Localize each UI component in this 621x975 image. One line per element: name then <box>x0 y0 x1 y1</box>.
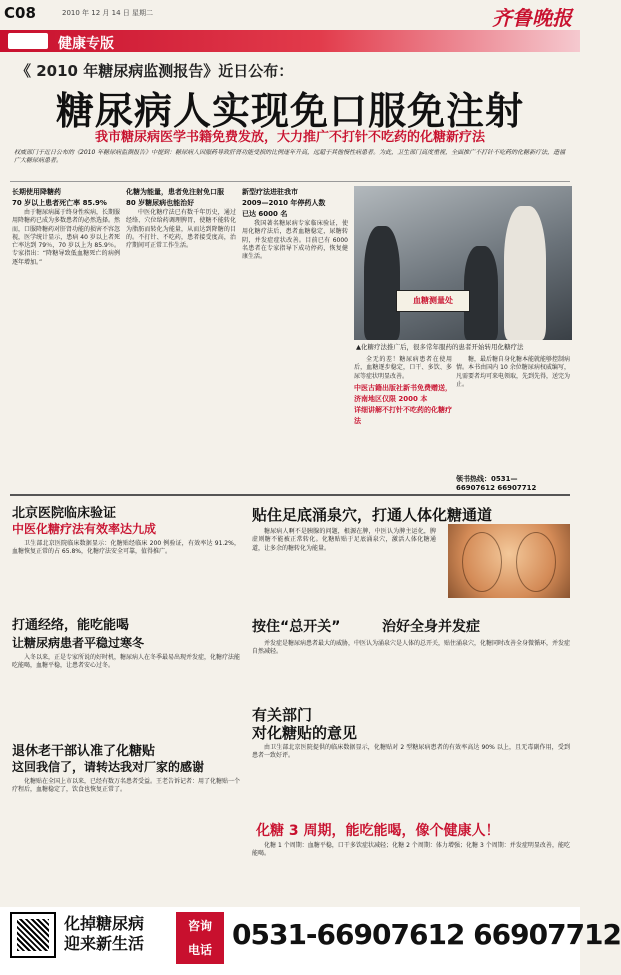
article-column-2 <box>126 187 236 467</box>
tag-line: 咨询 <box>187 919 212 933</box>
masthead <box>0 0 580 30</box>
consult-tag <box>176 912 224 964</box>
section-text <box>12 540 240 602</box>
book-hotline <box>456 474 566 492</box>
section-body: 入冬以来，正是专家所说的好时机，糖尿病人在冬季最易出现并发症，化糖疗法能吃能喝，血糖平稳，让患者安心过冬。 <box>12 654 241 670</box>
lead-paragraph: 权威部门于近日公布的《2010 年糖尿病监测报告》中提到：糖尿病人因服药导致肝肾功能受损的比例逐年升高，远超于其他慢性病患者。为此，卫生部门高度重视，全面推广不打针不吃药的化糖新疗法，造福广大糖尿病患者。 <box>14 149 566 164</box>
section-subheading: 这回我信了，请转达我对厂家的感谢 <box>12 760 205 774</box>
photo-nurse <box>504 206 546 340</box>
footprint-right <box>516 532 556 592</box>
hospital-photo <box>354 186 572 340</box>
column-text: 由于糖尿病属于终身性疾病，长期服用降糖药已成为多数患者的必然选择。然而，口服降糖药对肝肾功能的损害不容忽视，医学统计显示，患病 40 岁以上者死亡率达到 79％，70 岁以上为 85.9％。专家指出：“降糖导致低血糖死亡的病例逐年增加。” <box>12 209 121 266</box>
section-body: 化糖贴在全国上市以来，已经有数万名患者受益。王老告诉记者：用了化糖贴一个疗程后，血糖稳定了，饮食也恢复正常了。 <box>12 778 241 794</box>
qr-code-icon <box>10 912 56 958</box>
article-column-5 <box>456 356 570 470</box>
footprint-left <box>462 532 502 592</box>
column-heading: 长期使用降糖药 <box>12 188 61 196</box>
article-column-3 <box>242 187 348 467</box>
footer-slogan <box>64 914 144 954</box>
column-text: 糖，最后糖自身化糖本能就能够控制病情。本书由国内 10 余位糖尿病权威编写，凡需要者均可来电领取，先到先得，送完为止。 <box>456 356 571 388</box>
headline-kicker: 《 2010 年糖尿病监测报告》近日公布： <box>16 62 294 80</box>
red-heading: 济南地区仅限 2000 本 <box>354 394 428 403</box>
foot-reflexology-image <box>448 524 570 598</box>
section-text <box>252 640 570 690</box>
issue-date: 2010 年 12 月 14 日 星期二 <box>62 9 153 17</box>
section-heading: 化糖 3 周期，能吃能喝，像个健康人！ <box>256 823 500 839</box>
red-heading: 详细讲解不打针不吃药的化糖疗法 <box>354 405 452 425</box>
section-text <box>252 528 436 598</box>
page-number: C08 <box>4 4 36 22</box>
section-subheading: 对化糖贴的意见 <box>252 724 358 742</box>
section-text <box>12 778 240 902</box>
divider <box>10 181 570 182</box>
section-band-ornament <box>8 33 48 49</box>
photo-caption: ▲化糖疗法推广后，很多常年服药的患者开始转用化糖疗法 <box>356 343 524 351</box>
slogan-line: 化掉糖尿病 <box>64 914 145 933</box>
section-heading-red: 治好全身并发症 <box>382 619 480 635</box>
red-heading: 中医古籍出版社新书免费赠送， <box>354 383 452 392</box>
section-heading: 打通经络，能吃能喝 <box>12 618 130 633</box>
main-headline: 糖尿病人实现免口服免注射 <box>55 89 524 133</box>
section-body: 糖尿病人啊不是胰腺的问题，根源在脾，中医认为脾主运化，脾虚则糖不能被正常转化。化糖贴贴于足底涌泉穴，激活人体化糖通道，让多余的糖转化为能量。 <box>252 528 436 552</box>
hotline-numbers: 66907612 66907712 <box>456 484 537 492</box>
section-text <box>252 842 570 902</box>
qr-pattern <box>17 919 49 951</box>
section-heading: 退休老干部认准了化糖贴 <box>12 744 156 759</box>
section-heading: 北京医院临床验证 <box>12 506 117 521</box>
hotline-label: 领书热线：0531— <box>456 475 518 483</box>
section-body: 卫生部北京医院临床数据显示：化糖贴经临床 200 例验证，有效率达 91.2%，血糖恢复正常的占 65.8%，化糖疗法安全可靠，值得推广。 <box>12 540 240 556</box>
column-heading: 70 岁以上患者死亡率 85.9% <box>12 199 107 207</box>
section-body: 化糖 1 个周期：血糖平稳，口干多饮症状减轻；化糖 2 个周期：体力增强；化糖 3 个周期：并发症明显改善，能吃能喝。 <box>252 842 570 858</box>
column-text: 我国著名糖尿病专家临床验证，使用化糖疗法后，患者血糖稳定，尿糖转阴，并发症症状改善。目前已有 6000 名患者在专家指导下成功停药，恢复健康生活。 <box>242 220 348 261</box>
consult-phone: 0531-66907612 66907712 <box>232 918 621 951</box>
article-column-1 <box>12 187 120 467</box>
paper-logo: 齐鲁晚报 <box>492 6 572 30</box>
divider <box>10 494 570 496</box>
section-heading: 有关部门 <box>252 706 313 724</box>
column-heading: 化糖为能量，患者免注射免口服 <box>126 188 224 196</box>
section-heading: 按住“总开关” <box>252 619 341 635</box>
photo-sign: 血糖测量处 <box>396 290 470 312</box>
section-text <box>252 744 570 806</box>
tag-line: 电话 <box>187 943 212 957</box>
column-heading: 新型疗法进驻我市 <box>242 188 298 196</box>
photo-person <box>364 226 400 340</box>
subheadline: 我市糖尿病医学书籍免费发放，大力推广不打针不吃药的化糖新疗法 <box>94 130 485 145</box>
slogan-line: 迎来新生活 <box>64 934 145 953</box>
column-text: 全无的差！糖尿病患者在使用后，血糖逐步稳定，口干、多饮、多尿等症状明显改善。 <box>354 356 452 380</box>
section-body: 由卫生部北京医院提供的临床数据显示，化糖贴对 2 型糖尿病患者的有效率高达 90% 以上，且无毒副作用，受到患者一致好评。 <box>252 744 570 760</box>
column-text: 中医化糖疗法已有数千年历史，通过经络、穴位给药调理脾胃，使糖不能转化为脂肪而转化为能量，从而达到降糖的目的。不打针、不吃药，患者接受度高，治疗期间可正常工作生活。 <box>126 209 236 250</box>
article-column-4 <box>354 356 452 468</box>
section-subheading: 中医化糖疗法有效率达九成 <box>12 522 157 536</box>
column-heading: 已达 6000 名 <box>242 210 288 218</box>
section-subheading: 让糖尿病患者平稳过寒冬 <box>12 636 145 650</box>
section-heading: 贴住足底涌泉穴，打通人体化糖通道 <box>252 506 493 524</box>
section-title: 健康专版 <box>58 36 114 52</box>
section-body: 并发症是糖尿病患者最大的威胁，中医认为涌泉穴是人体的总开关，贴住涌泉穴，化糖同时改善全身微循环，并发症自然减轻。 <box>252 640 571 656</box>
column-heading: 2009—2010 年停药人数 <box>242 199 326 207</box>
column-heading: 80 岁糖尿病也能治好 <box>126 199 195 207</box>
section-text <box>12 654 240 730</box>
